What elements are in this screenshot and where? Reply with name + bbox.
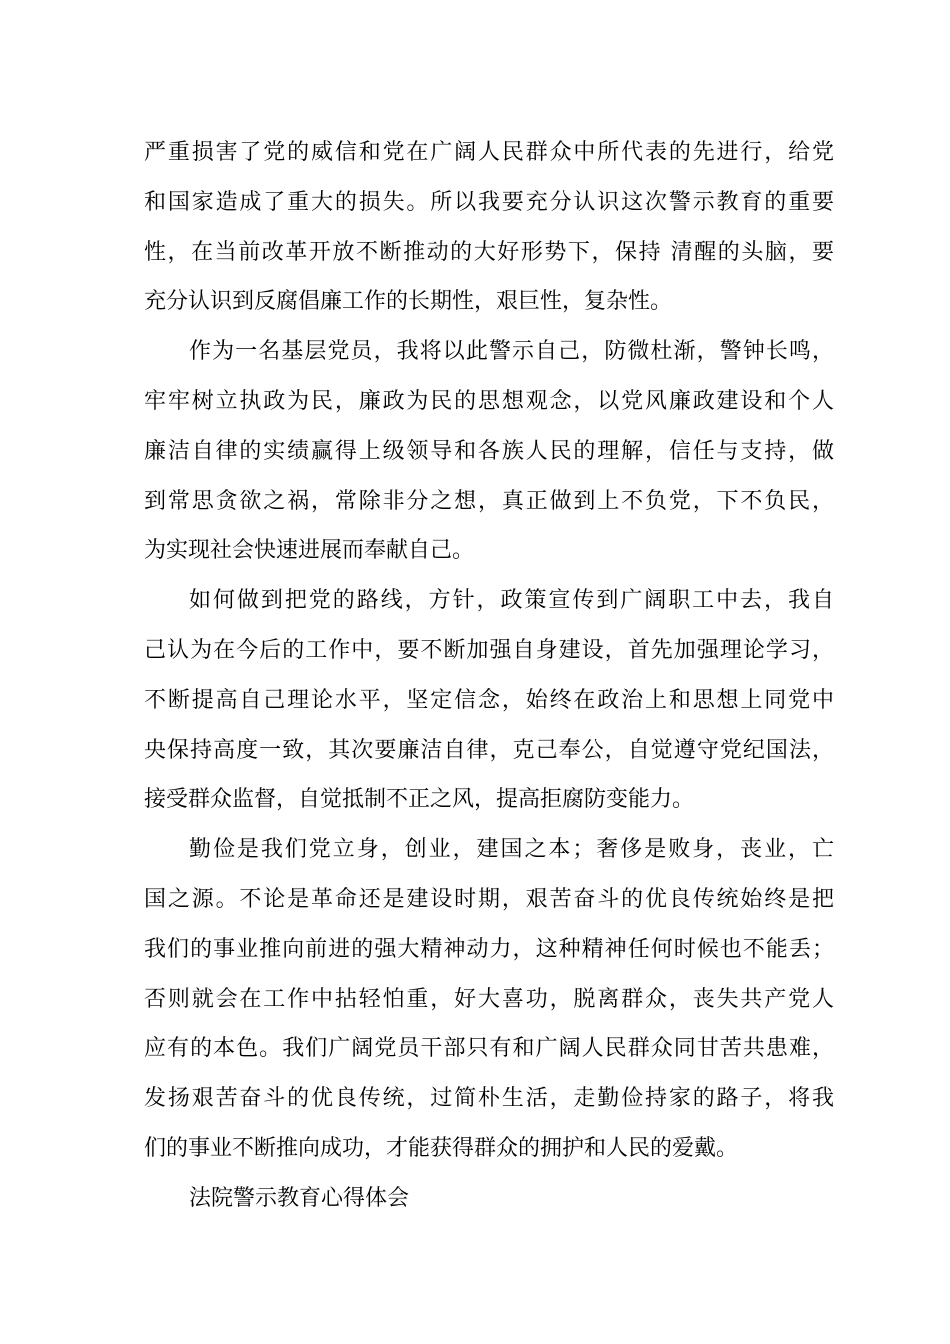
text-line: 和国家造成了重大的损失。所以我要充分认识这次警示教育的重要 <box>144 189 834 215</box>
text-line: 严重损害了党的威信和党在广阔人民群众中所代表的先进行，给党 <box>144 140 834 165</box>
text-line: 为实现社会快速进展而奉献自己。 <box>144 538 475 564</box>
paragraph-p2 <box>144 327 834 576</box>
text-line: 不断提高自己理论水平，坚定信念，始终在政治上和思想上同党中 <box>144 687 834 713</box>
text-line: 勤俭是我们党立身，创业，建国之本；奢侈是败身，丧业，亡 <box>189 837 834 863</box>
text-line: 性，在当前改革开放不断推动的大好形势下，保持 清醒的头脑，要 <box>144 239 834 265</box>
text-line: 如何做到把党的路线，方针，政策宣传到广阔职工中去，我自 <box>189 588 834 614</box>
text-line: 到常思贪欲之祸，常除非分之想，真正做到上不负党，下不负民， <box>144 488 834 514</box>
text-line: 发扬艰苦奋斗的优良传统，过简朴生活，走勤俭持家的路子，将我 <box>144 1086 834 1112</box>
text-line: 充分认识到反腐倡廉工作的长期性，艰巨性，复杂性。 <box>144 289 673 315</box>
text-line: 牢牢树立执政为民，廉政为民的思想观念，以党风廉政建设和个人 <box>144 388 834 414</box>
text-line: 应有的本色。我们广阔党员干部只有和广阔人民群众同甘苦共患难， <box>144 1036 834 1062</box>
document-body <box>144 128 834 1224</box>
text-line: 国之源。不论是革命还是建设时期，艰苦奋斗的优良传统始终是把 <box>144 886 834 912</box>
text-line: 否则就会在工作中拈轻怕重，好大喜功，脱离群众，丧失共产党人 <box>144 986 834 1012</box>
text-line: 我们的事业推向前进的强大精神动力，这种精神任何时候也不能丢； <box>144 936 834 962</box>
text-line: 己认为在今后的工作中，要不断加强自身建设，首先加强理论学习， <box>144 637 834 663</box>
text-line: 们的事业不断推向成功，才能获得群众的拥护和人民的爱戴。 <box>144 1135 739 1161</box>
text-line: 央保持高度一致，其次要廉洁自律，克己奉公，自觉遵守党纪国法， <box>144 737 834 763</box>
paragraph-p4 <box>144 825 834 1174</box>
paragraph-p1 <box>144 128 834 327</box>
text-line: 法院警示教育心得体会 <box>189 1185 410 1211</box>
paragraph-p3 <box>144 576 834 825</box>
text-line: 廉洁自律的实绩赢得上级领导和各族人民的理解，信任与支持，做 <box>144 438 834 464</box>
text-line: 作为一名基层党员，我将以此警示自己，防微杜渐，警钟长鸣， <box>189 339 834 365</box>
text-line: 接受群众监督，自觉抵制不正之风，提高拒腐防变能力。 <box>144 787 695 813</box>
paragraph-p5 <box>144 1174 834 1224</box>
